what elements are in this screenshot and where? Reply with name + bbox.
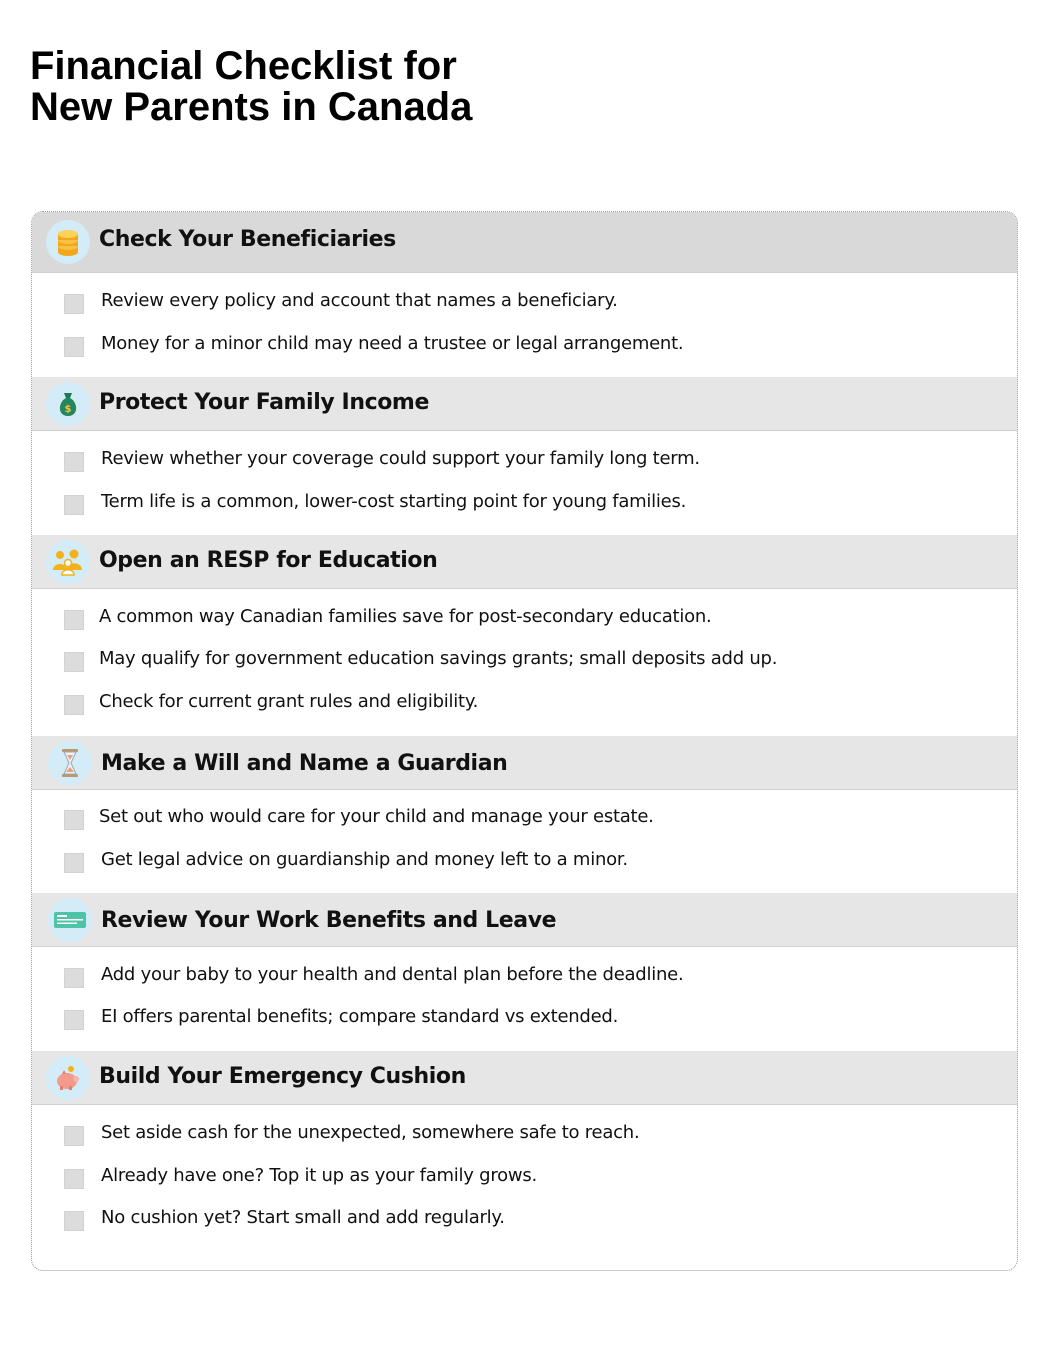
checklist-item[interactable]	[32, 689, 1017, 719]
checkbox[interactable]	[64, 1211, 84, 1231]
checkbox[interactable]	[64, 452, 84, 472]
checklist-item-text: May qualify for government education savings grants; small deposits add up.	[99, 648, 778, 669]
checklist-item-text: Check for current grant rules and eligibility.	[99, 691, 479, 712]
section-header	[32, 1051, 1017, 1105]
checklist-item[interactable]	[32, 1205, 1017, 1235]
section-title: Protect Your Family Income	[99, 390, 429, 415]
page-title-line-2: New Parents in Canada	[30, 85, 473, 129]
checklist-item-text: EI offers parental benefits; compare standard vs extended.	[101, 1006, 619, 1027]
section-title: Open an RESP for Education	[99, 548, 438, 573]
checkbox[interactable]	[64, 610, 84, 630]
checkbox[interactable]	[64, 1169, 84, 1189]
checklist-item-text: Get legal advice on guardianship and money left to a minor.	[101, 849, 628, 870]
checklist-item[interactable]	[32, 288, 1017, 318]
checklist-item-text: Set out who would care for your child and manage your estate.	[99, 806, 654, 827]
section-header	[32, 535, 1017, 589]
checklist-item[interactable]	[32, 604, 1017, 634]
checklist-item[interactable]	[32, 847, 1017, 877]
checklist-item-text: Already have one? Top it up as your family grows.	[101, 1165, 537, 1186]
checklist-item-text: Term life is a common, lower-cost starting point for young families.	[101, 491, 687, 512]
money-bag-icon	[46, 382, 90, 426]
hourglass-icon	[48, 741, 92, 785]
coins-icon	[46, 220, 90, 264]
checklist-item[interactable]	[32, 804, 1017, 834]
checkbox[interactable]	[64, 1010, 84, 1030]
checklist-item-text: Review every policy and account that names a beneficiary.	[101, 290, 618, 311]
section-header	[32, 893, 1017, 947]
page-title-line-1: Financial Checklist for	[30, 44, 457, 88]
checkbox[interactable]	[64, 652, 84, 672]
checklist-item[interactable]	[32, 331, 1017, 361]
section-title: Build Your Emergency Cushion	[99, 1064, 466, 1089]
checklist-item[interactable]	[32, 1004, 1017, 1034]
section-title: Check Your Beneficiaries	[99, 227, 396, 252]
checkbox[interactable]	[64, 853, 84, 873]
checklist-item-text: No cushion yet? Start small and add regularly.	[101, 1207, 505, 1228]
checkbox[interactable]	[64, 1126, 84, 1146]
checklist-card	[31, 211, 1018, 1271]
checklist-item-text: Set aside cash for the unexpected, somewhere safe to reach.	[101, 1122, 640, 1143]
section-header	[32, 377, 1017, 431]
checklist-item-text: Review whether your coverage could support your family long term.	[101, 448, 700, 469]
piggy-bank-icon	[46, 1056, 90, 1100]
checklist-item[interactable]	[32, 489, 1017, 519]
checklist-item[interactable]	[32, 446, 1017, 476]
cheque-icon	[48, 898, 92, 942]
checkbox[interactable]	[64, 968, 84, 988]
checklist-item[interactable]	[32, 962, 1017, 992]
checklist-item[interactable]	[32, 1120, 1017, 1150]
checkbox[interactable]	[64, 695, 84, 715]
family-icon	[46, 540, 90, 584]
checkbox[interactable]	[64, 337, 84, 357]
checklist-item-text: Money for a minor child may need a trustee or legal arrangement.	[101, 333, 684, 354]
svg-text:$: $	[64, 404, 72, 415]
section-header	[32, 212, 1017, 273]
checkbox[interactable]	[64, 495, 84, 515]
checklist-item[interactable]	[32, 1163, 1017, 1193]
checklist-item[interactable]	[32, 646, 1017, 676]
page-title	[30, 46, 472, 128]
checklist-item-text: Add your baby to your health and dental plan before the deadline.	[101, 964, 684, 985]
checkbox[interactable]	[64, 810, 84, 830]
section-header	[32, 736, 1017, 790]
section-title: Make a Will and Name a Guardian	[101, 751, 508, 776]
section-title: Review Your Work Benefits and Leave	[101, 908, 557, 933]
checkbox[interactable]	[64, 294, 84, 314]
checklist-item-text: A common way Canadian families save for post-secondary education.	[99, 606, 712, 627]
